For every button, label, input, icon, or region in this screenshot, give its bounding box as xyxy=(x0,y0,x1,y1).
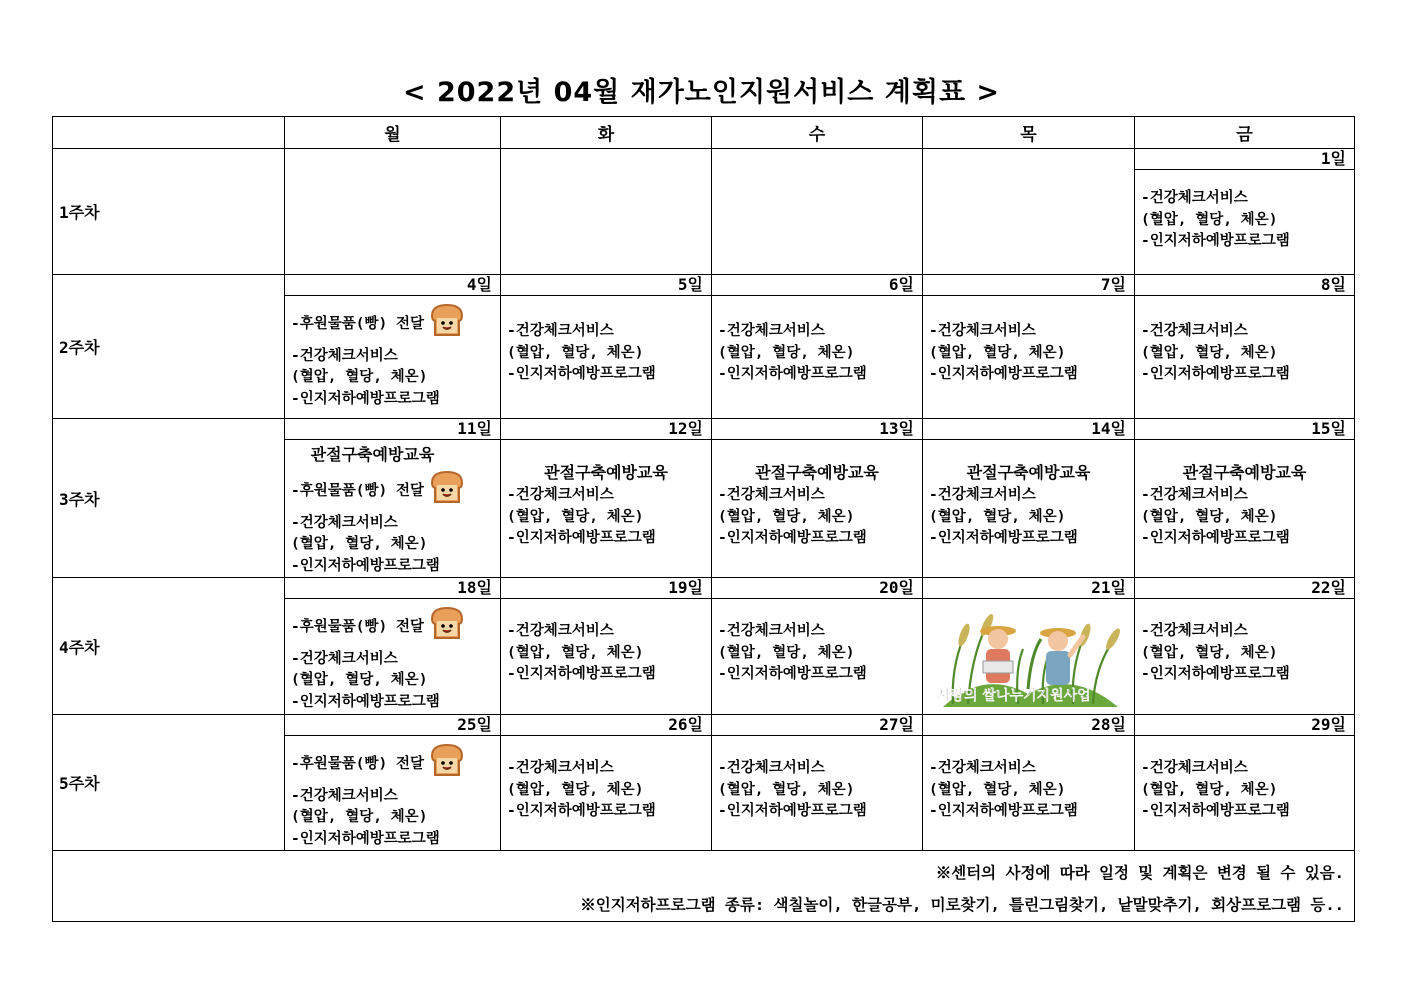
date-label: 18일 xyxy=(285,578,500,599)
week-label: 2주차 xyxy=(53,275,285,419)
date-label: 1일 xyxy=(1135,149,1354,170)
day-cell xyxy=(712,715,923,851)
header-mon: 월 xyxy=(285,117,501,149)
date-label: 7일 xyxy=(923,275,1134,296)
cognitive-program: -인지저하예방프로그램 xyxy=(507,530,656,546)
cognitive-program: -인지저하예방프로그램 xyxy=(929,366,1078,382)
day-cell-empty xyxy=(923,149,1135,275)
vitals: (혈압, 혈당, 체온) xyxy=(929,344,1066,361)
cognitive-program: -인지저하예방프로그램 xyxy=(507,666,656,682)
education-label: 관절구축예방교육 xyxy=(755,463,879,482)
date-label: 15일 xyxy=(1135,419,1354,440)
date-label: 6일 xyxy=(712,275,922,296)
health-check: -건강체크서비스 xyxy=(1141,623,1248,639)
header-fri: 금 xyxy=(1135,117,1355,149)
date-label: 8일 xyxy=(1135,275,1354,296)
bread-icon xyxy=(428,302,466,346)
health-check: -건강체크서비스 xyxy=(507,760,614,776)
bread-delivery: -후원물품(빵) 전달 xyxy=(291,618,424,635)
health-check: -건강체크서비스 xyxy=(507,487,614,503)
vitals: (혈압, 혈당, 체온) xyxy=(1141,344,1278,361)
header-row xyxy=(53,117,1355,149)
education-label: 관절구축예방교육 xyxy=(544,463,668,482)
date-label: 19일 xyxy=(501,578,711,599)
cognitive-program: -인지저하예방프로그램 xyxy=(718,366,867,382)
vitals: (혈압, 혈당, 체온) xyxy=(291,672,428,688)
day-cell xyxy=(923,578,1135,715)
rice-caption: 사랑의 쌀나누기지원사업 xyxy=(937,688,1091,704)
health-check: -건강체크서비스 xyxy=(718,760,825,776)
footer-row xyxy=(53,851,1355,922)
header-tue: 화 xyxy=(501,117,712,149)
date-label: 20일 xyxy=(712,578,922,599)
vitals: (혈압, 혈당, 체온) xyxy=(291,809,428,825)
day-cell xyxy=(1135,578,1355,715)
week-row xyxy=(53,715,1355,851)
bread-icon xyxy=(428,469,466,513)
vitals: (혈압, 혈당, 체온) xyxy=(1141,508,1278,525)
vitals: (혈압, 혈당, 체온) xyxy=(507,508,644,525)
cognitive-program: -인지저하예방프로그램 xyxy=(929,530,1078,546)
day-cell xyxy=(285,578,501,715)
rice-sharing-illustration xyxy=(923,599,1134,709)
cognitive-program: -인지저하예방프로그램 xyxy=(291,830,440,847)
vitals: (혈압, 혈당, 체온) xyxy=(929,781,1066,798)
bread-icon xyxy=(428,742,466,786)
week-row xyxy=(53,149,1355,275)
day-cell xyxy=(712,419,923,578)
education-label: 관절구축예방교육 xyxy=(966,463,1091,482)
day-cell-empty xyxy=(501,149,712,275)
cognitive-program: -인지저하예방프로그램 xyxy=(1141,366,1290,382)
vitals: (혈압, 혈당, 체온) xyxy=(507,644,644,661)
health-check: -건강체크서비스 xyxy=(929,760,1036,776)
bread-icon xyxy=(428,605,466,649)
vitals: (혈압, 혈당, 체온) xyxy=(291,536,428,552)
health-check: -건강체크서비스 xyxy=(929,487,1036,503)
week-row xyxy=(53,275,1355,419)
bread-delivery: -후원물품(빵) 전달 xyxy=(291,482,424,499)
cognitive-program: -인지저하예방프로그램 xyxy=(291,557,440,574)
cognitive-program: -인지저하예방프로그램 xyxy=(1141,530,1290,546)
cognitive-program: -인지저하예방프로그램 xyxy=(718,803,867,819)
page-title: < 2022년 04월 재가노인지원서비스 계획표 > xyxy=(402,77,1001,108)
health-check: -건강체크서비스 xyxy=(1141,487,1248,503)
day-cell xyxy=(1135,149,1355,275)
health-check: -건강체크서비스 xyxy=(929,323,1036,339)
vitals: (혈압, 혈당, 체온) xyxy=(929,508,1066,525)
health-check: -건강체크서비스 xyxy=(291,650,398,667)
health-check: -건강체크서비스 xyxy=(718,487,825,503)
health-check: -건강체크서비스 xyxy=(291,347,398,364)
date-label: 26일 xyxy=(501,715,711,736)
header-thu: 목 xyxy=(923,117,1135,149)
day-cell xyxy=(712,275,923,419)
day-cell xyxy=(712,578,923,715)
day-cell xyxy=(923,275,1135,419)
date-label: 14일 xyxy=(923,419,1134,440)
week-label: 5주차 xyxy=(53,715,285,851)
date-label: 12일 xyxy=(501,419,711,440)
vitals: (혈압, 혈당, 체온) xyxy=(1141,644,1278,661)
header-empty xyxy=(53,117,285,149)
date-label: 28일 xyxy=(923,715,1134,736)
vitals: (혈압, 혈당, 체온) xyxy=(718,781,855,798)
vitals: (혈압, 혈당, 체온) xyxy=(1141,781,1278,798)
week-label: 4주차 xyxy=(53,578,285,715)
day-cell xyxy=(1135,715,1355,851)
day-cell xyxy=(501,419,712,578)
vitals: (혈압, 혈당, 체온) xyxy=(718,508,855,525)
week-label: 1주차 xyxy=(53,149,285,275)
header-wed: 수 xyxy=(712,117,923,149)
date-label: 29일 xyxy=(1135,715,1354,736)
date-label: 11일 xyxy=(285,419,500,440)
education-label: 관절구축예방교육 xyxy=(310,445,435,464)
cognitive-program: -인지저하예방프로그램 xyxy=(291,693,440,710)
health-check: -건강체크서비스 xyxy=(718,323,825,339)
health-check: -건강체크서비스 xyxy=(718,623,825,639)
week-row xyxy=(53,419,1355,578)
date-label: 21일 xyxy=(923,578,1134,599)
vitals: (혈압, 혈당, 체온) xyxy=(507,344,644,361)
day-cell xyxy=(501,578,712,715)
cognitive-program: -인지저하예방프로그램 xyxy=(1141,803,1290,819)
vitals: (혈압, 혈당, 체온) xyxy=(1141,211,1278,228)
date-label: 25일 xyxy=(285,715,500,736)
health-check: -건강체크서비스 xyxy=(507,623,614,639)
footer-cell xyxy=(53,851,1355,922)
week-label: 3주차 xyxy=(53,419,285,578)
cognitive-program: -인지저하예방프로그램 xyxy=(291,390,440,407)
health-check: -건강체크서비스 xyxy=(1141,760,1248,776)
date-label: 27일 xyxy=(712,715,922,736)
health-check: -건강체크서비스 xyxy=(1141,190,1248,206)
schedule-table xyxy=(52,116,1355,922)
day-cell xyxy=(1135,275,1355,419)
day-cell xyxy=(501,715,712,851)
bread-delivery: -후원물품(빵) 전달 xyxy=(291,755,424,772)
health-check: -건강체크서비스 xyxy=(1141,323,1248,339)
cognitive-program: -인지저하예방프로그램 xyxy=(929,803,1078,819)
cognitive-program: -인지저하예방프로그램 xyxy=(718,666,867,682)
date-label: 13일 xyxy=(712,419,922,440)
vitals: (혈압, 혈당, 체온) xyxy=(291,369,428,385)
day-cell-empty xyxy=(712,149,923,275)
bread-delivery: -후원물품(빵) 전달 xyxy=(291,315,424,332)
day-cell xyxy=(923,419,1135,578)
cognitive-program: -인지저하예방프로그램 xyxy=(507,803,656,819)
health-check: -건강체크서비스 xyxy=(291,787,398,804)
day-cell xyxy=(923,715,1135,851)
cognitive-program: -인지저하예방프로그램 xyxy=(507,366,656,382)
education-label: 관절구축예방교육 xyxy=(1182,463,1307,482)
cognitive-program: -인지저하예방프로그램 xyxy=(1141,233,1290,249)
day-cell xyxy=(1135,419,1355,578)
cognitive-program: -인지저하예방프로그램 xyxy=(1141,666,1290,682)
program-types-note: ※인지저하프로그램 종류: 색칠놀이, 한글공부, 미로찾기, 틀린그림찾기, 낱말맞추기, 회상프로그램 등.. xyxy=(580,896,1344,914)
date-label: 5일 xyxy=(501,275,711,296)
schedule-change-note: ※센터의 사정에 따라 일정 및 계획은 변경 될 수 있음. xyxy=(935,864,1344,882)
day-cell-empty xyxy=(285,149,501,275)
week-row xyxy=(53,578,1355,715)
health-check: -건강체크서비스 xyxy=(291,514,398,531)
cognitive-program: -인지저하예방프로그램 xyxy=(718,530,867,546)
date-label: 4일 xyxy=(285,275,500,296)
vitals: (혈압, 혈당, 체온) xyxy=(718,344,855,361)
day-cell xyxy=(285,715,501,851)
day-cell xyxy=(285,275,501,419)
date-label: 22일 xyxy=(1135,578,1354,599)
day-cell xyxy=(501,275,712,419)
vitals: (혈압, 혈당, 체온) xyxy=(507,781,644,798)
health-check: -건강체크서비스 xyxy=(507,323,614,339)
vitals: (혈압, 혈당, 체온) xyxy=(718,644,855,661)
day-cell xyxy=(285,419,501,578)
